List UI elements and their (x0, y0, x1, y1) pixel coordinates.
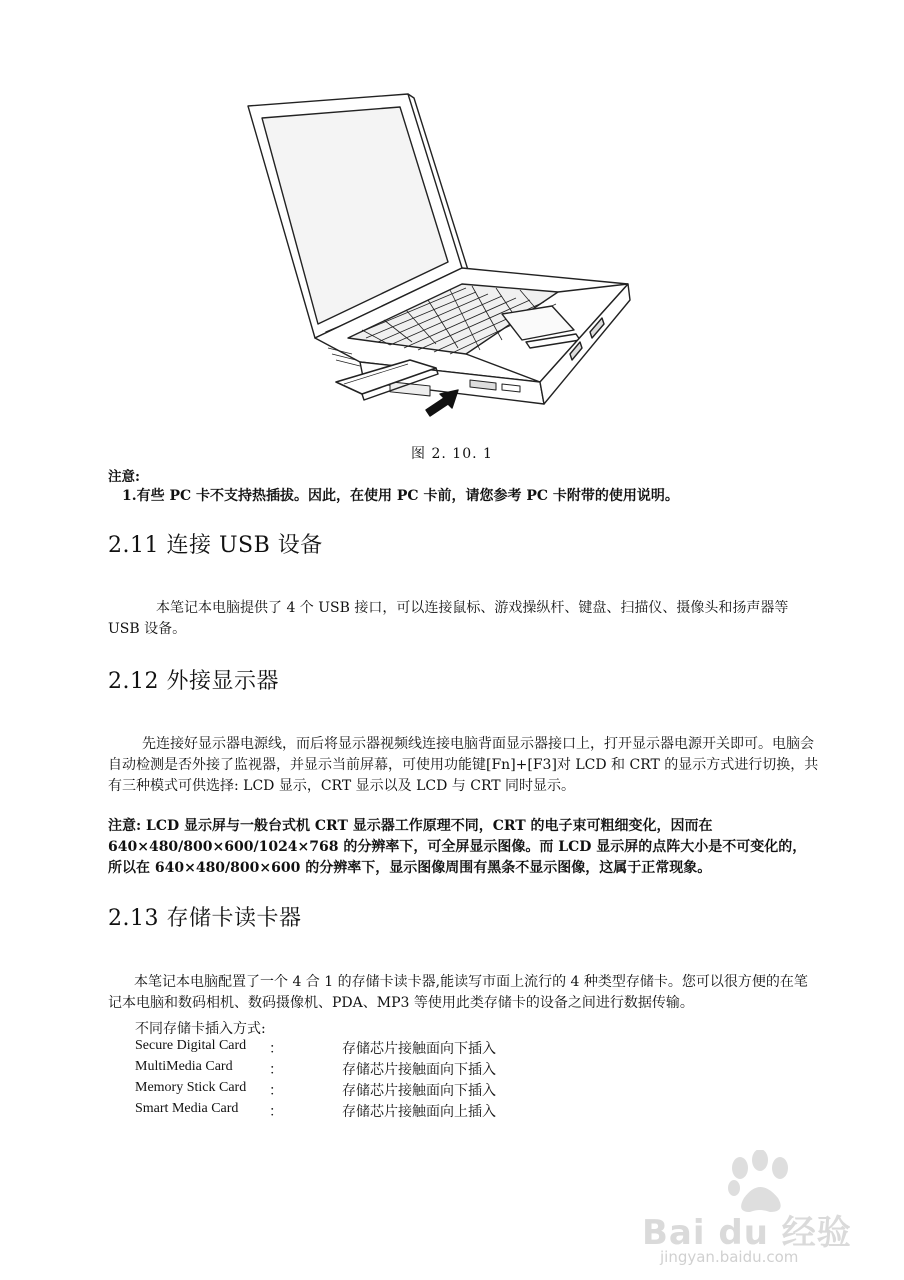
paragraph-card-reader: 本笔记本电脑配置了一个 4 合 1 的存储卡读卡器,能读写市面上流行的 4 种类型存储卡。您可以很方便的在笔记本电脑和数码相机、数码摄像机、PDA、MP3 等使用此类存储卡的设备之间进行数据传输。 (108, 974, 808, 1011)
card-insert-direction: 存储芯片接触面向下插入 (342, 1041, 496, 1057)
card-row (135, 1038, 735, 1059)
watermark-brand: Bai du 经验 (642, 1213, 852, 1253)
card-row (135, 1101, 735, 1122)
card-colon: ： (269, 1084, 283, 1099)
section-title-card-reader: 2.13 存储卡读卡器 (108, 906, 302, 931)
card-insertion-intro: 不同存储卡插入方式: (135, 1021, 266, 1037)
card-name: Secure Digital Card (135, 1038, 247, 1053)
card-row (135, 1080, 735, 1101)
card-colon: ： (269, 1063, 283, 1078)
laptop-pc-card-illustration (240, 92, 635, 437)
watermark-url: jingyan.baidu.com (660, 1248, 799, 1266)
note-line-pc-card: 1.有些 PC 卡不支持热插拔。因此，在使用 PC 卡前，请您参考 PC 卡附带的使用说明。 (122, 488, 679, 504)
paragraph-external-display: 先连接好显示器电源线，而后将显示器视频线连接电脑背面显示器接口上，打开显示器电源开关即可。电脑会自动检测是否外接了监视器，并显示当前屏幕，可使用功能键[Fn]+[F3]对 LCD 和 CRT 的显示方式进行切换，共有三种模式可供选择: LCD 显示，CRT 显示以及 LCD 与 CRT 同时显示。 (108, 736, 819, 794)
note-heading: 注意: (108, 469, 140, 485)
card-colon: ： (269, 1105, 283, 1120)
paragraph-usb: 本笔记本电脑提供了 4 个 USB 接口，可以连接鼠标、游戏操纵杆、键盘、扫描仪、摄像头和扬声器等 USB 设备。 (108, 600, 789, 637)
card-insert-direction: 存储芯片接触面向下插入 (342, 1083, 496, 1099)
card-name: Smart Media Card (135, 1101, 239, 1116)
card-insert-direction: 存储芯片接触面向上插入 (342, 1104, 496, 1120)
card-name: MultiMedia Card (135, 1059, 233, 1074)
section-title-usb: 2.11 连接 USB 设备 (108, 533, 323, 558)
figure-caption: 图 2. 10. 1 (411, 446, 493, 462)
card-colon: ： (269, 1042, 283, 1057)
section-title-external-display: 2.12 外接显示器 (108, 669, 279, 694)
card-insert-direction: 存储芯片接触面向下插入 (342, 1062, 496, 1078)
card-row (135, 1059, 735, 1080)
note-lcd-crt: 注意: LCD 显示屏与一般台式机 CRT 显示器工作原理不同，CRT 的电子束可粗细变化，因而在 640×480/800×600/1024×768 的分辨率下，可全屏显示图像。而 LCD 显示屏的点阵大小是不可变化的，所以在 640×480/800×600 的分辨率下，显示图像周围有黑条不显示图像，这属于正常现象。 (108, 818, 807, 876)
card-name: Memory Stick Card (135, 1080, 247, 1095)
